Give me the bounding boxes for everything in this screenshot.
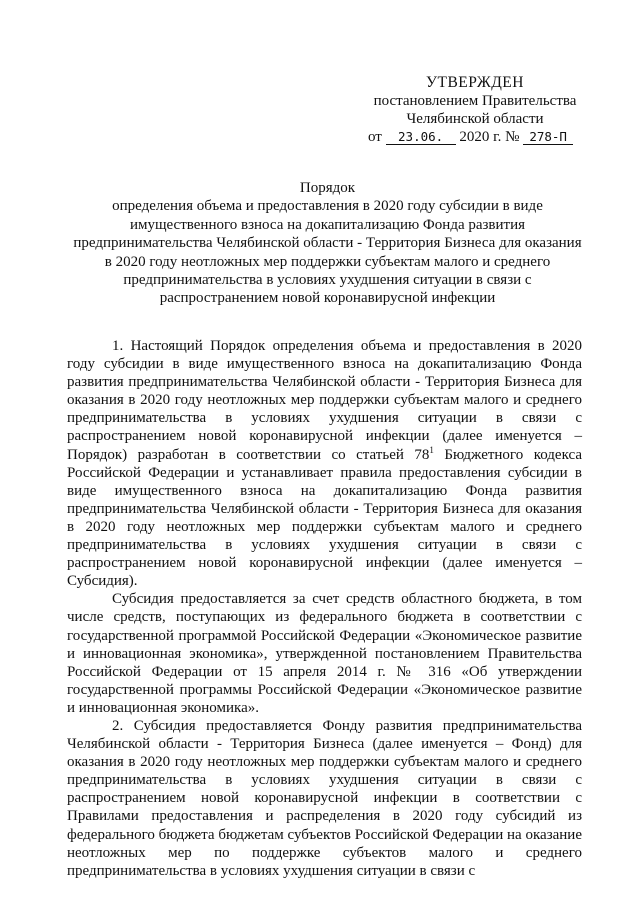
approval-number: 278-П [523,130,573,145]
approval-from-label: от [368,129,382,145]
title-line: определения объема и предоставления в 2020 году субсидии в виде [112,198,543,215]
document-body [67,337,582,880]
title-line: в 2020 году неотложных мер поддержки субъектам малого и среднего [104,253,551,270]
paragraph-1-text-a: 1. Настоящий Порядок определения объема и предоставления в 2020 году субсидии в виде имущественного взноса на докапитализацию Фонда развития предпринимательства Челябинской области - Территория Бизнеса для оказания в 2020 году неотложных мер поддержки субъектам малого и среднего предпринимательства в условиях ухудшения ситуации в связи с распространением новой коронавирусной инфекции (далее именуется – Порядок) разработан в соответствии со статьей 78 [67,338,582,463]
document-title [60,179,595,308]
title-line: предпринимательства Челябинской области - Территория Бизнеса для оказания [73,235,582,252]
paragraph-1-text-b: Бюджетного кодекса Российской Федерации и устанавливает правила предоставления субсидии в виде имущественного взноса на докапитализацию Фонда развития предпринимательства Челябинской области - Территория Бизнеса для оказания в 2020 году неотложных мер поддержки субъектам малого и среднего предпринимательства в условиях ухудшения ситуации в связи с распространением новой коронавирусной инфекции (далее именуется – Субсидия). [67,446,582,590]
article-superscript: 1 [429,444,434,455]
approval-date: 23.06. [386,130,456,145]
approval-region: Челябинской области [406,111,544,127]
approval-stamp-title: УТВЕРЖДЕН [426,74,524,91]
approval-date-line [350,128,600,146]
title-line: предпринимательства в условиях ухудшения ситуации в связи с [123,272,532,289]
approval-block [350,74,600,146]
approval-authority: постановлением Правительства [373,93,577,109]
title-heading: Порядок [299,180,356,196]
paragraph-1 [67,337,582,590]
title-line: распространением новой коронавирусной инфекции [159,290,496,307]
paragraph-3: 2. Субсидия предоставляется Фонду развития предпринимательства Челябинской области - Территория Бизнеса (далее именуется – Фонд) для оказания в 2020 году неотложных мер поддержки субъектам малого и среднего предпринимательства в условиях ухудшения ситуации в связи с распространением новой коронавирусной инфекции в соответствии с Правилами предоставления и распределения в 2020 году субсидий из федерального бюджета бюджетам субъектов Российской Федерации на оказание неотложных мер по поддержке субъектов малого и среднего предпринимательства в условиях ухудшения ситуации в связи с [67,717,582,879]
title-line: имущественного взноса на докапитализацию Фонда развития [129,216,526,233]
paragraph-2: Субсидия предоставляется за счет средств областного бюджета, в том числе средств, поступающих из федерального бюджета в соответствии с государственной программой Российской Федерации «Экономическое развитие и инновационная экономика», утвержденной постановлением Правительства Российской Федерации от 15 апреля 2014 г. № 316 «Об утверждении государственной программы Российской Федерации «Экономическое развитие и инновационная экономика». [67,591,582,716]
approval-year-label: 2020 г. № [459,129,520,145]
